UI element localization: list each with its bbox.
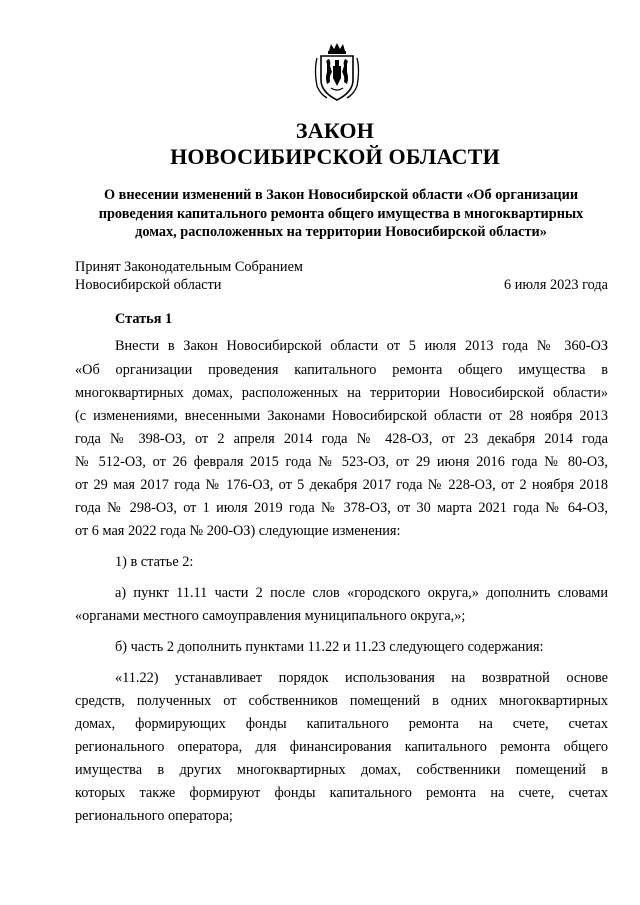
- paragraph-line: (с изменениями, внесенными Законами Новосибирской области от 28 ноября 2013: [75, 408, 608, 424]
- law-subtitle-line: проведения капитального ремонта общего имущества в многоквартирных: [98, 206, 584, 222]
- paragraph-line: № 512-ОЗ, от 26 февраля 2015 года № 523-ОЗ, от 29 июня 2016 года № 80-ОЗ,: [75, 454, 608, 470]
- adoption-line: Новосибирской области: [75, 277, 222, 293]
- paragraph-line: года № 398-ОЗ, от 2 апреля 2014 года № 428-ОЗ, от 23 декабря 2014 года: [75, 431, 608, 447]
- paragraph-line: от 29 мая 2017 года № 176-ОЗ, от 5 декабря 2017 года № 228-ОЗ, от 2 ноября 2018: [75, 477, 608, 493]
- quote-line: «11.22) устанавливает порядок использования на возвратной основе: [115, 670, 608, 686]
- coat-of-arms-emblem: [311, 42, 363, 104]
- adoption-date: 6 июля 2023 года: [503, 277, 608, 293]
- quote-line: которых также формируют фонды капитального ремонта на счете, счетах: [75, 785, 608, 801]
- paragraph-line: года № 298-ОЗ, от 1 июля 2019 года № 378-ОЗ, от 30 марта 2021 года № 64-ОЗ,: [75, 500, 608, 516]
- list-item: 1) в статье 2:: [115, 554, 194, 570]
- paragraph-line: Внести в Закон Новосибирской области от 5 июля 2013 года № 360-ОЗ: [115, 338, 608, 354]
- law-title: ЗАКОН: [295, 118, 375, 143]
- adoption-line: Принят Законодательным Собранием: [75, 259, 303, 275]
- region-title: НОВОСИБИРСКОЙ ОБЛАСТИ: [170, 144, 500, 169]
- paragraph-line: от 6 мая 2022 года № 200-ОЗ) следующие изменения:: [75, 523, 401, 539]
- quote-line: имущества в других многоквартирных домах, собственники помещений в: [75, 762, 608, 778]
- article-heading: Статья 1: [115, 311, 173, 327]
- list-item: б) часть 2 дополнить пунктами 11.22 и 11.23 следующего содержания:: [115, 639, 544, 655]
- paragraph-line: многоквартирных домах, расположенных на территории Новосибирской области»: [75, 385, 608, 401]
- quote-line: регионального оператора;: [75, 808, 233, 824]
- paragraph-line: «Об организации проведения капитального ремонта общего имущества в: [75, 362, 608, 378]
- list-item: а) пункт 11.11 части 2 после слов «городского округа,» дополнить словами: [115, 585, 608, 601]
- quote-line: регионального оператора, для финансирования капитального ремонта общего: [75, 739, 608, 755]
- law-subtitle-line: домах, расположенных на территории Новосибирской области»: [135, 224, 547, 240]
- quote-line: средств, полученных от собственников помещений в одних многоквартирных: [75, 693, 608, 709]
- quote-line: домах, формирующих фонды капитального ремонта на счете, счетах: [75, 716, 608, 732]
- law-subtitle-line: О внесении изменений в Закон Новосибирской области «Об организации: [103, 187, 579, 203]
- list-item: «органами местного самоуправления муниципального округа,»;: [75, 608, 466, 624]
